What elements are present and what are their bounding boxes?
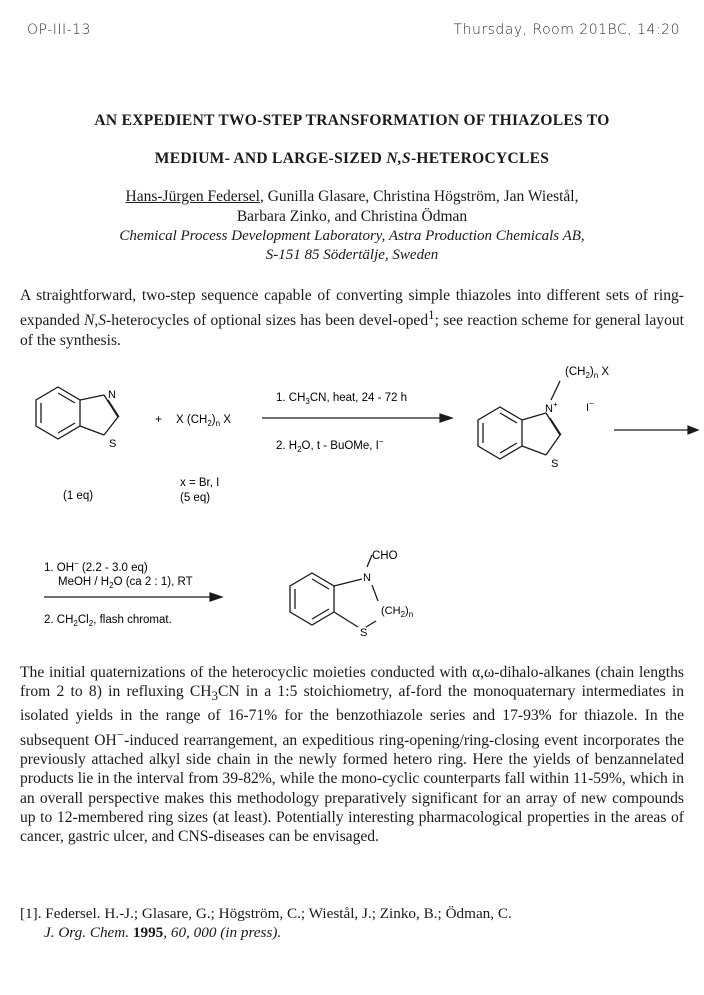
body-superscript: − — [116, 726, 125, 742]
title-line-2 — [0, 150, 704, 168]
reference-marker: 1 — [428, 307, 435, 323]
ring-expanded-product-structure — [290, 555, 378, 627]
step2-condition-2: MeOH / $H_2O$ (ca 2 : 1), RT — [58, 576, 193, 590]
iodide-counterion: I− — [586, 399, 594, 414]
title-text-end: -HETEROCYCLES — [410, 150, 550, 167]
atom-s-3: S — [360, 627, 368, 639]
title-italic: N,S — [386, 150, 411, 167]
reaction-scheme — [0, 355, 704, 645]
halide-definition: x = Br, I — [180, 477, 220, 489]
dihaloalkane-reagent: X $(CH_2)_n$ X — [176, 414, 231, 428]
author-line-2: Barbara Zinko, and Christina Ödman — [236, 208, 468, 225]
aldehyde-group: CHO — [372, 550, 398, 562]
atom-n: N — [108, 389, 116, 401]
body-text-2: CN in a 1:5 stoichiometry, af-ford the monoquaternary intermediates in isolated yields in the range of 16-71% for the benzothiazole series and 17-93% for thiazole. In the subsequent OH — [20, 683, 685, 749]
reaction-arrow-2 — [44, 593, 222, 601]
atom-n-plus: N+ — [545, 400, 558, 415]
step2-condition-1: 1. OH− (2.2 - 3.0 eq) — [44, 559, 148, 574]
reference-authors: [1]. Federsel. H.-J.; Glasare, G.; Högström, C.; Wiestål, J.; Zinko, B.; Ödman, C. — [20, 905, 512, 922]
step2-condition-3: 2. $CH_2Cl_2$, flash chromat. — [44, 614, 172, 628]
eq-5: (5 eq) — [180, 492, 211, 504]
atom-s: S — [109, 438, 117, 450]
step1-condition-1: 1. $CH_3CN$, heat, 24 - 72 h — [276, 392, 408, 406]
step1-condition-2: 2. $H_2O$, t - BuOMe, I− — [276, 437, 384, 454]
body-text-3: -induced rearrangement, an expeditious ring-opening/ring-closing event incorporates the previously attached alkyl side chain in the newly formed hetero ring. Here the yields of benzannelated products lie in the interval from 39-82%, while the mono-cyclic counterparts fall within 11-59%, which in an overall perspective makes this methodology preparatively significant for an array of new compounds up to 12-membered ring sizes (at least). Potentially interesting pharmacological properties in the areas of cancer, gastric ulcer, and CNS-diseases can be envisaged. — [20, 731, 685, 845]
intro-text: A straightforward, two-step sequence capable of converting simple thiazoles into different sets of ring-expanded — [20, 287, 684, 330]
presenting-author: Hans-Jürgen Federsel — [125, 188, 260, 205]
reaction-arrow-continue — [614, 426, 698, 434]
title-text: MEDIUM- AND LARGE-SIZED — [154, 150, 387, 167]
reference-1 — [20, 904, 684, 942]
body-text-1: The initial quaternizations of the heterocyclic moieties conducted with α,ω-dihalo-alkanes (chain lengths from 2 to 8) in refluxing CH — [20, 664, 684, 701]
ring-chain: $(CH_2)_n$ — [381, 605, 414, 619]
intro-text-3: ; see reaction scheme for general layout of the synthesis. — [20, 312, 684, 349]
reference-year: 1995 — [129, 924, 164, 941]
plus-sign: + — [155, 412, 163, 426]
intro-paragraph — [20, 286, 684, 350]
eq-1: (1 eq) — [63, 490, 94, 502]
affiliation-line-1: Chemical Process Development Laboratory, Astra Production Chemicals AB, — [119, 228, 585, 244]
reference-source — [20, 923, 684, 942]
benzothiazole-structure — [36, 387, 119, 439]
intro-text-2: -heterocycles of optional sizes has been devel-oped — [106, 312, 429, 330]
title-line-1: AN EXPEDIENT TWO-STEP TRANSFORMATION OF THIAZOLES TO — [94, 112, 610, 129]
atom-s-2: S — [551, 458, 559, 470]
co-authors: , Gunilla Glasare, Christina Högström, Jan Wiestål, — [259, 188, 579, 205]
body-paragraph — [20, 663, 684, 846]
session-code: OP-III-13 — [27, 22, 91, 38]
session-info: Thursday, Room 201BC, 14:20 — [453, 22, 680, 38]
alkyl-chain: $(CH_2)_n$ X — [565, 366, 610, 380]
reference-rest: , 60, 000 (in press). — [163, 924, 282, 941]
author-line-1 — [0, 187, 704, 207]
atom-n-2: N — [363, 572, 371, 584]
body-subscript: 3 — [211, 688, 219, 704]
journal-name: J. Org. Chem. — [44, 924, 130, 941]
affiliation-line-2: S-151 85 Södertälje, Sweden — [265, 247, 439, 263]
reaction-arrow-1 — [262, 414, 452, 422]
intro-italic: N,S — [83, 312, 107, 330]
thiazolium-salt-structure — [478, 381, 561, 459]
